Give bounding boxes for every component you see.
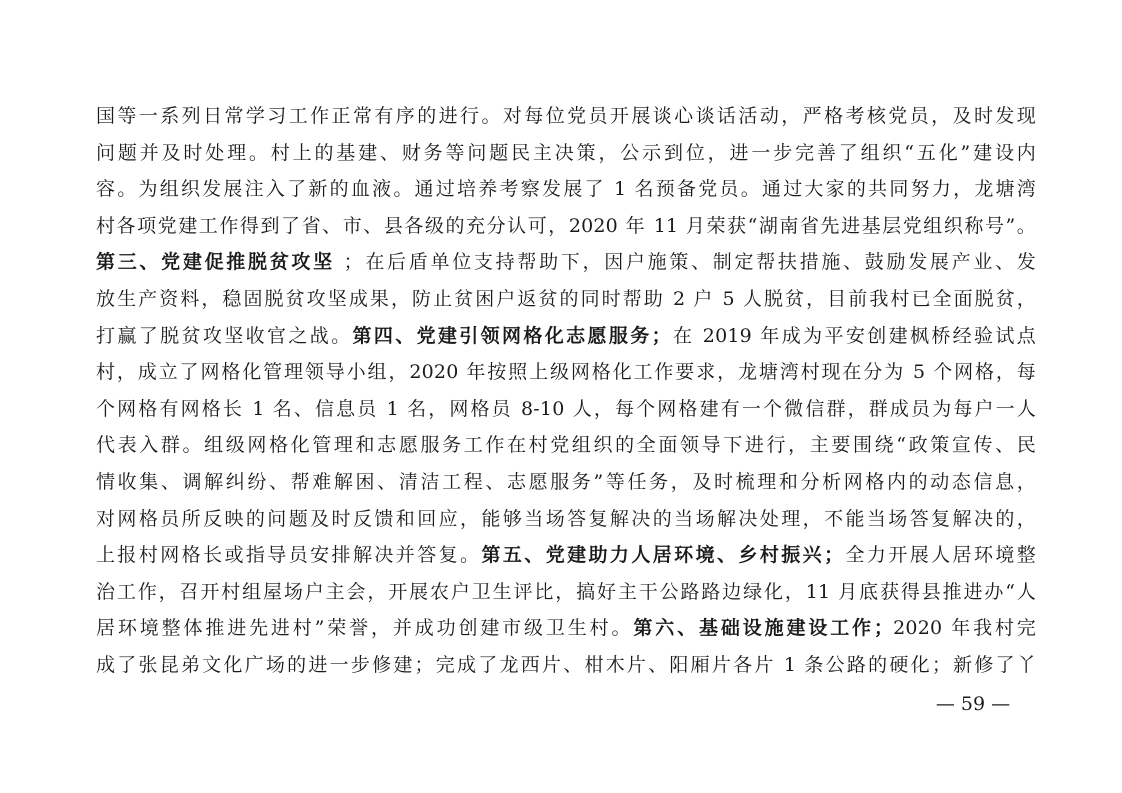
text-segment: 国等一系列日常学习工作正常有序的进行。对每位党员开展谈心谈话活动，严格考核党员，及时发现 xyxy=(96,105,1036,127)
section-heading: 第三、党建促推脱贫攻坚 xyxy=(96,251,335,274)
text-segment: 问题并及时处理。村上的基建、财务等问题民主决策，公示到位，进一步完善了组织“五化”建设内 xyxy=(96,141,1036,164)
text-segment: 对网格员所反映的问题及时反馈和回应，能够当场答复解决的当场解决处理，不能当场答复解决的， xyxy=(96,507,1036,530)
text-line xyxy=(96,208,1036,245)
text-segment: 村各项党建工作得到了省、市、县各级的充分认可，2020 年 11 月荣获“湖南省先进基层党组织称号”。 xyxy=(96,214,1036,237)
text-segment: 容。为组织发展注入了新的血液。通过培养考察发展了 1 名预备党员。通过大家的共同努力，龙塘湾 xyxy=(96,178,1036,201)
text-line xyxy=(96,135,1036,172)
text-line xyxy=(96,574,1036,611)
text-segment: 情收集、调解纠纷、帮难解困、清洁工程、志愿服务”等任务，及时梳理和分析网格内的动态信息， xyxy=(96,470,1036,493)
text-segment: 代表入群。组级网格化管理和志愿服务工作在村党组织的全面领导下进行，主要围绕“政策宣传、民 xyxy=(96,434,1036,457)
text-line xyxy=(96,391,1036,428)
text-line xyxy=(96,281,1036,318)
body-text xyxy=(96,98,1036,684)
text-segment: 村，成立了网格化管理领导小组，2020 年按照上级网格化工作要求，龙塘湾村现在分为 5 个网格，每 xyxy=(96,361,1036,384)
text-line xyxy=(96,610,1036,647)
text-segment: 打赢了脱贫攻坚收官之战。 xyxy=(96,324,353,347)
text-line xyxy=(96,98,1036,135)
text-segment: 治工作，召开村组屋场户主会，开展农户卫生评比，搞好主干公路路边绿化，11 月底获得县推进办“人 xyxy=(96,580,1036,603)
text-line xyxy=(96,171,1036,208)
section-heading: 第五、党建助力人居环境、乡村振兴； xyxy=(481,544,844,567)
text-line xyxy=(96,501,1036,538)
text-line xyxy=(96,354,1036,391)
text-segment: 上报村网格长或指导员安排解决并答复。 xyxy=(96,544,482,567)
text-line xyxy=(96,318,1036,355)
text-line xyxy=(96,647,1036,684)
text-segment: 放生产资料，稳固脱贫攻坚成果，防止贫困户返贫的同时帮助 2 户 5 人脱贫，目前我村已全面脱贫， xyxy=(96,287,1036,310)
text-segment: 居环境整体推进先进村”荣誉，并成功创建市级卫生村。 xyxy=(96,617,634,640)
text-segment: ；在后盾单位支持帮助下，因户施策、制定帮扶措施、鼓励发展产业、发 xyxy=(334,251,1036,274)
text-segment: 在 2019 年成为平安创建枫桥经验试点 xyxy=(670,324,1036,347)
text-segment: 个网格有网格长 1 名、信息员 1 名，网格员 8-10 人，每个网格建有一个微信群，群成员为每户一人 xyxy=(96,397,1036,420)
page-number: — 59 — xyxy=(935,693,1011,715)
section-heading: 第六、基础设施建设工作； xyxy=(633,617,894,640)
text-line xyxy=(96,427,1036,464)
section-heading: 第四、党建引领网格化志愿服务； xyxy=(352,324,671,347)
text-line xyxy=(96,464,1036,501)
text-segment: 全力开展人居环境整 xyxy=(843,544,1037,567)
text-segment: 成了张昆弟文化广场的进一步修建；完成了龙西片、柑木片、阳厢片各片 1 条公路的硬化；新修了丫 xyxy=(96,653,1036,676)
text-line xyxy=(96,244,1036,281)
text-segment: 2020 年我村完 xyxy=(893,617,1037,640)
text-line xyxy=(96,537,1036,574)
